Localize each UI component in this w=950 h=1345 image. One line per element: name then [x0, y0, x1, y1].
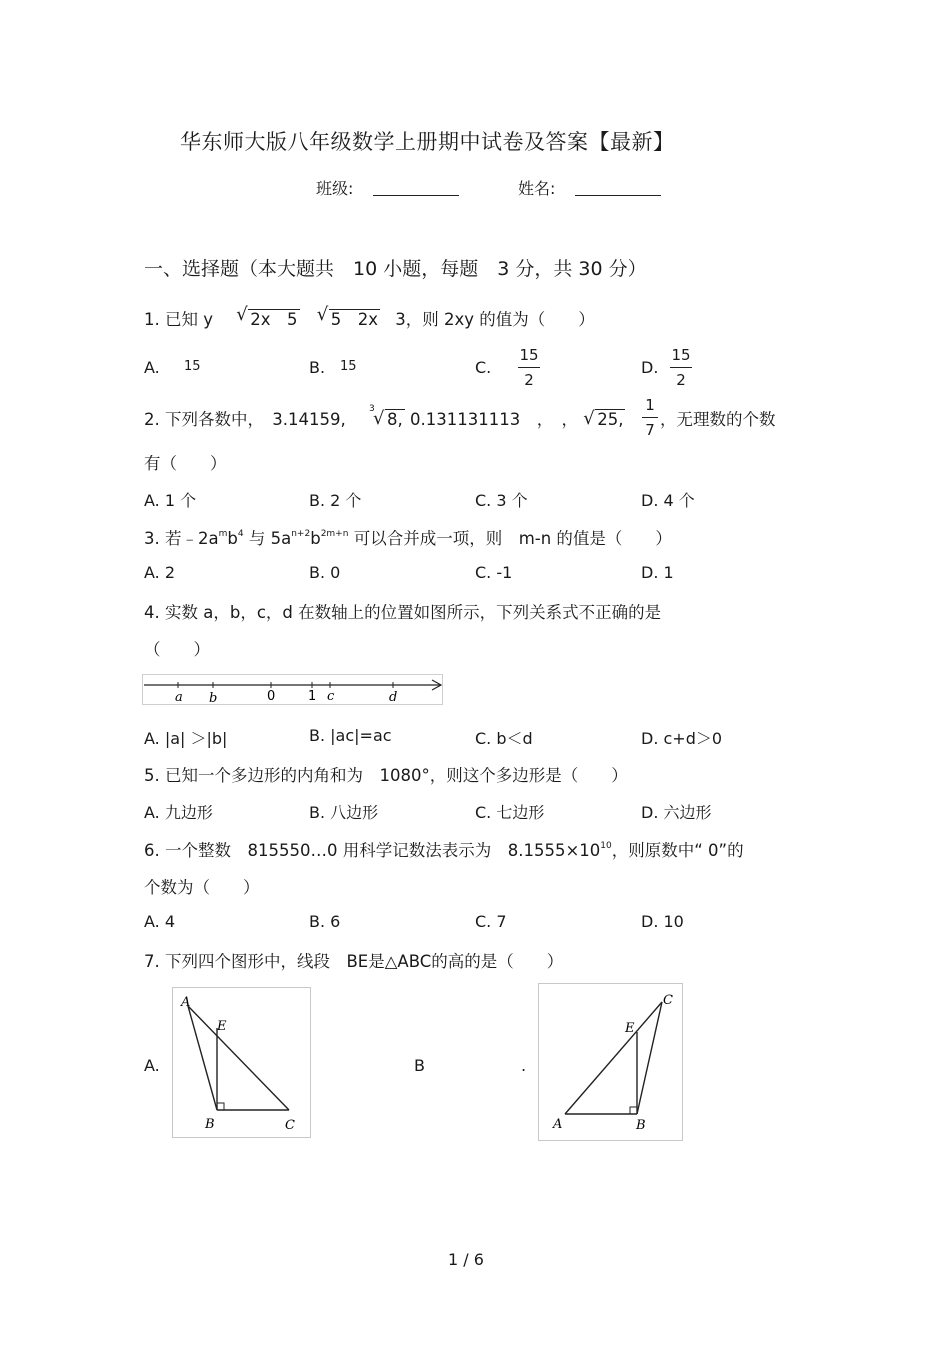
- q5-optC[interactable]: C. 七边形: [475, 803, 545, 822]
- name-label: 姓名:: [518, 179, 556, 198]
- segment-ac: [565, 1002, 662, 1114]
- q1-optD-num: 15: [671, 346, 691, 364]
- q3-p1: 3. 若﹣2a: [144, 529, 219, 548]
- q1-optD-den: 2: [676, 371, 686, 389]
- q7-optA-label[interactable]: A.: [144, 1056, 160, 1075]
- q2-cube-index: 3: [368, 404, 375, 414]
- q4-paren: （ ）: [144, 640, 210, 659]
- q6-p1: 6. 一个整数 815550…0 用科学记数法表示为 8.1555×10: [144, 841, 601, 860]
- label-c: C: [285, 1118, 295, 1133]
- q6-exponent: 10: [600, 841, 612, 851]
- q1-prefix: 1. 已知 y: [144, 310, 213, 329]
- q2-frac-den: 7: [645, 421, 655, 439]
- q7-stem: 7. 下列四个图形中，线段 BE是△ABC的高的是（ ）: [144, 952, 564, 971]
- q5-optD[interactable]: D. 六边形: [641, 803, 712, 822]
- q2-optA[interactable]: A. 1 个: [144, 491, 197, 510]
- q2-line2: 有（ ）: [144, 454, 227, 473]
- label-b: B: [205, 1117, 215, 1132]
- q1-optC-den: 2: [524, 371, 534, 389]
- section-heading: 一、选择题（本大题共 10 小题，每题 3 分，共 30 分）: [144, 258, 647, 280]
- q1-radicand-1: 2x 5: [250, 310, 298, 329]
- q3-s4: 2m+n: [320, 529, 349, 539]
- q2-optB[interactable]: B. 2 个: [309, 491, 362, 510]
- q7-dot: .: [521, 1056, 527, 1075]
- q1-optB-value: 15: [340, 359, 357, 374]
- q2-suffix: ，无理数的个数: [660, 410, 776, 429]
- right-angle-mark: [217, 1103, 224, 1110]
- q1-radical-1: √ 2x 5: [236, 304, 298, 329]
- page-number: 1 / 6: [448, 1250, 484, 1269]
- q6-p2: ，则原数中“ 0”的: [611, 841, 744, 860]
- q3-p2: b: [227, 529, 238, 548]
- q3-p4: b: [310, 529, 321, 548]
- class-label: 班级:: [316, 179, 354, 198]
- number-line-frame: [143, 675, 443, 705]
- q1-radicand-2: 5 2x: [330, 310, 379, 329]
- axis-label-d: d: [389, 690, 398, 705]
- q3-p3: 与 5a: [248, 529, 292, 548]
- q3-s2: 4: [237, 529, 244, 539]
- q3-optC[interactable]: C. -1: [475, 563, 513, 582]
- q7-figure-b: [538, 983, 683, 1141]
- q1-optB-label[interactable]: B.: [309, 358, 326, 377]
- q2-optC[interactable]: C. 3 个: [475, 491, 528, 510]
- q1-optD-label[interactable]: D.: [641, 358, 659, 377]
- number-line-figure: [142, 674, 446, 706]
- q4-optD[interactable]: D. c+d＞0: [641, 729, 723, 748]
- q2-frac-num: 1: [645, 396, 655, 414]
- label-e: E: [625, 1021, 635, 1036]
- q3-s1: m: [218, 529, 228, 539]
- q6-optB[interactable]: B. 6: [309, 912, 341, 931]
- axis-label-b: b: [209, 691, 218, 706]
- q1-optC-num: 15: [519, 346, 539, 364]
- q4-stem: 4. 实数 a，b，c，d 在数轴上的位置如图所示，下列关系式不正确的是: [144, 603, 662, 622]
- q3-optD[interactable]: D. 1: [641, 563, 674, 582]
- label-e: E: [217, 1019, 227, 1034]
- q6-line2: 个数为（ ）: [144, 878, 260, 897]
- q7-figure-a: [172, 987, 311, 1138]
- q1-optA-label[interactable]: A.: [144, 358, 160, 377]
- label-c: C: [663, 993, 673, 1008]
- label-b: B: [636, 1118, 646, 1133]
- q7-optB-label[interactable]: B: [414, 1056, 425, 1075]
- q6-stem: [144, 837, 744, 861]
- q1-suffix: 3，则 2xy 的值为（ ）: [395, 310, 595, 329]
- axis-label-a: a: [175, 690, 183, 705]
- q2-mid: 0.131131113 ， ，: [409, 410, 578, 429]
- q2-sqrt-value: 25,: [597, 410, 624, 429]
- q2-fraction: [642, 396, 658, 439]
- axis-label-0: 0: [267, 689, 276, 704]
- q3-s3: n+2: [291, 529, 311, 539]
- q5-stem: 5. 已知一个多边形的内角和为 1080°，则这个多边形是（ ）: [144, 766, 628, 785]
- axis-label-1: 1: [308, 689, 317, 704]
- q4-optC[interactable]: C. b＜d: [475, 729, 533, 748]
- q6-optD[interactable]: D. 10: [641, 912, 684, 931]
- q2-cube-root: √ 3 8,: [368, 404, 403, 429]
- q3-stem: [144, 525, 672, 549]
- q4-optB[interactable]: B. |ac|=ac: [309, 726, 392, 745]
- right-angle-mark: [630, 1107, 637, 1114]
- q1-radical-2: √ 5 2x: [316, 304, 379, 329]
- q1-optA-value: 15: [184, 359, 201, 374]
- segment-bc: [637, 1002, 662, 1114]
- q3-optA[interactable]: A. 2: [144, 563, 176, 582]
- q1-optC-label[interactable]: C.: [475, 358, 492, 377]
- q2-sqrt: √ 25,: [583, 408, 624, 429]
- q3-optB[interactable]: B. 0: [309, 563, 341, 582]
- q6-optA[interactable]: A. 4: [144, 912, 176, 931]
- q2-optD[interactable]: D. 4 个: [641, 491, 695, 510]
- q6-optC[interactable]: C. 7: [475, 912, 507, 931]
- q4-optA[interactable]: A. |a| ＞|b|: [144, 729, 228, 748]
- q3-p5: 可以合并成一项，则 m-n 的值是（ ）: [353, 529, 672, 548]
- label-a: A: [553, 1117, 563, 1132]
- label-a: A: [181, 995, 191, 1010]
- q5-optA[interactable]: A. 九边形: [144, 803, 213, 822]
- q2-stem: [144, 406, 625, 430]
- class-blank[interactable]: [373, 195, 459, 196]
- q2-prefix: 2. 下列各数中， 3.14159,: [144, 410, 346, 429]
- q1-stem: [144, 306, 595, 330]
- q1-optC-fraction: [518, 346, 540, 389]
- axis-label-c: c: [327, 689, 335, 704]
- name-blank[interactable]: [575, 195, 661, 196]
- q5-optB[interactable]: B. 八边形: [309, 803, 379, 822]
- page-title: 华东师大版八年级数学上册期中试卷及答案【最新】: [180, 130, 675, 154]
- q2-cube-value: 8,: [386, 410, 403, 429]
- q1-optD-fraction: [670, 346, 692, 389]
